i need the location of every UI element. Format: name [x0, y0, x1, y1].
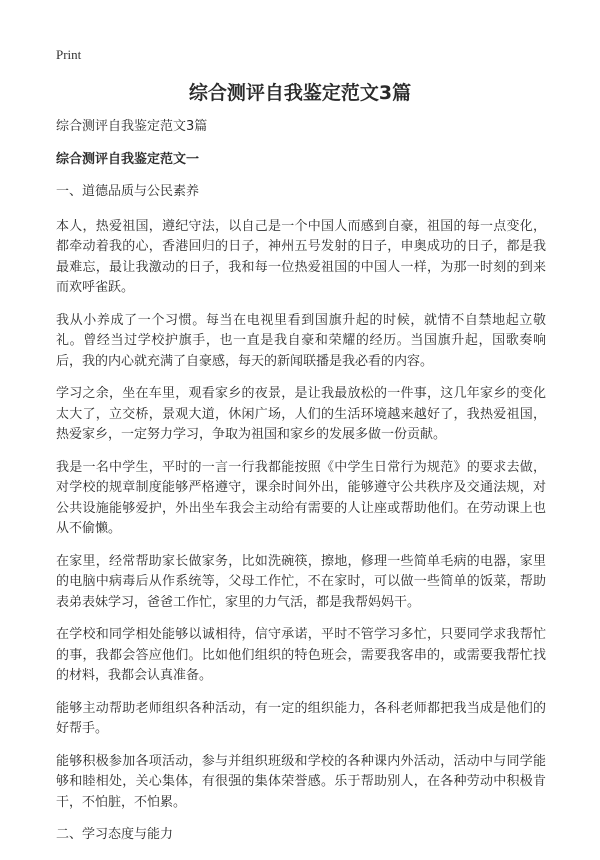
section-heading-2: 二、学习态度与能力	[56, 827, 174, 842]
print-link[interactable]: Print	[56, 47, 82, 62]
document-body	[56, 117, 546, 860]
paragraph: 本人，热爱祖国，遵纪守法，以自己是一个中国人而感到自豪，祖国的每一点变化，都牵动着我的心，香港回归的日子，神州五号发射的日子，申奥成功的日子，都是我最难忘，最让我激动的日子，我和每一位热爱祖国的中国人一样，为那一时刻的到来而欢呼雀跃。	[56, 218, 546, 295]
paragraph: 在学校和同学相处能够以诚相待，信守承诺，平时不管学习多忙，只要同学求我帮忙的事，我都会答应他们。比如他们组织的特色班会，需要我客串的，或需要我帮忙找的材料，我都会认真准备。	[56, 627, 546, 683]
paragraph: 学习之余，坐在车里，观看家乡的夜景，是让我最放松的一件事，这几年家乡的变化太大了，立交桥，景观大道，休闲广场，人们的生活环境越来越好了，我热爱祖国，热爱家乡，一定努力学习，争取为祖国和家乡的发展多做一份贡献。	[56, 386, 546, 442]
paragraph: 我从小养成了一个习惯。每当在电视里看到国旗升起的时候，就情不自禁地起立敬礼。曾经当过学校护旗手，也一直是我自豪和荣耀的经历。当国旗升起，国歌奏响后，我的内心就充满了自豪感，每天的新闻联播是我必看的内容。	[56, 312, 546, 369]
paragraph: 能够积极参加各项活动，参与并组织班级和学校的各种课内外活动，活动中与同学能够和睦相处，关心集体，有很强的集体荣誉感。乐于帮助别人，在各种劳动中积极肯干，不怕脏，不怕累。	[56, 753, 546, 810]
paragraph: 能够主动帮助老师组织各种活动，有一定的组织能力，各科老师都把我当成是他们的好帮手。	[56, 700, 546, 736]
section-heading-1: 一、道德品质与公民素养	[56, 184, 200, 199]
document-subtitle: 综合测评自我鉴定范文3篇	[56, 119, 208, 134]
paragraph: 我是一名中学生，平时的一言一行我都能按照《中学生日常行为规范》的要求去做，对学校的规章制度能够严格遵守，课余时间外出，能够遵守公共秩序及交通法规，对公共设施能够爱护，外出坐车我会主动给有需要的人让座或帮助他们。在劳动课上也从不偷懒。	[56, 459, 546, 536]
essay-title: 综合测评自我鉴定范文一	[56, 151, 200, 167]
paragraph: 在家里，经常帮助家长做家务，比如洗碗筷，擦地，修理一些简单毛病的电器，家里的电脑中病毒后从作系统等，父母工作忙，不在家时，可以做一些简单的饭菜，帮助表弟表妹学习，爸爸工作忙，家里的力气活，都是我帮妈妈干。	[56, 553, 546, 610]
page-title: 综合测评自我鉴定范文3篇	[188, 82, 412, 104]
